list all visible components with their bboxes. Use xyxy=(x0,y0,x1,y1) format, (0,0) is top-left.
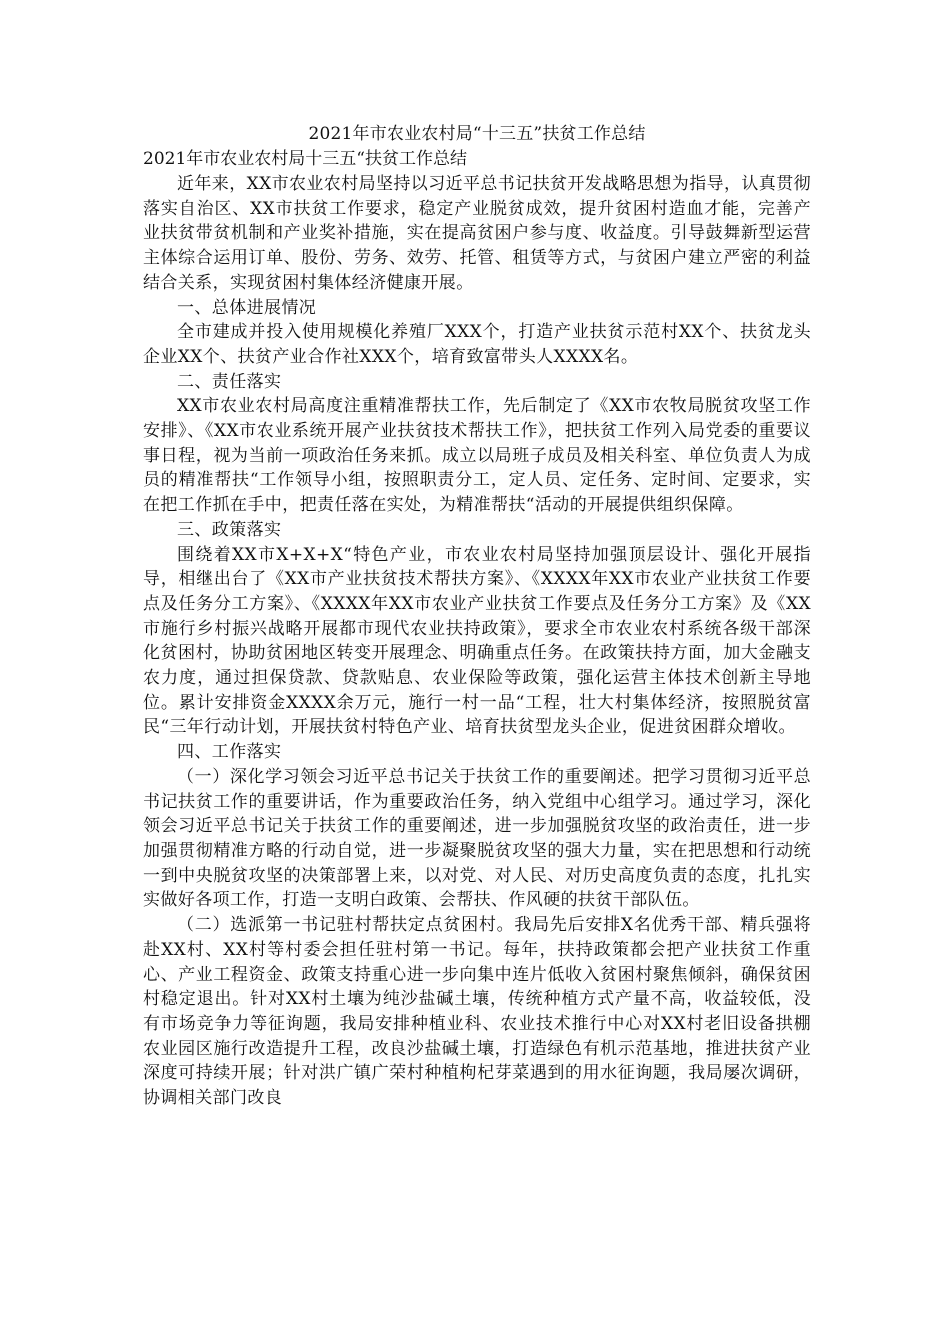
document-subtitle: 2021年市农业农村局十三五“扶贫工作总结 xyxy=(143,149,467,169)
section-3-paragraph: 围绕着XX市X+X+X“特色产业，市农业农村局坚持加强顶层设计、强化开展指导，相继出台了《XX市产业扶贫技术帮扶方案》、《XXXX年XX市农业产业扶贫工作要点及任务分工方案》、《XXXX年XX市农业产业扶贫工作要点及任务分工方案》及《XX市施行乡村振兴战略开展都市现代农业扶持政策》，要求全市农业农村系统各级干部深化贫困村，协助贫困地区转变开展理念、明确重点任务。在政策扶持方面，加大金融支农力度，通过担保贷款、贷款贴息、农业保险等政策，强化运营主体技术创新主导地位。累计安排资金XXXX余万元，施行一村一品“工程，壮大村集体经济，按照脱贫富民“三年行动计划，开展扶贫村特色产业、培育扶贫型龙头企业，促进贫困群众增收。 xyxy=(143,544,811,738)
document-body xyxy=(143,122,811,1111)
section-4-item-1: （一）深化学习领会习近平总书记关于扶贫工作的重要阐述。把学习贯彻习近平总书记扶贫工作的重要讲话，作为重要政治任务，纳入党组中心组学习。通过学习，深化领会习近平总书记关于扶贫工作的重要阐述，进一步加强脱贫攻坚的政治责任，进一步加强贯彻精准方略的行动自觉，进一步凝聚脱贫攻坚的强大力量，实在把思想和行动统一到中央脱贫攻坚的决策部署上来，以对党、对人民、对历史高度负责的态度，扎扎实实做好各项工作，打造一支明白政策、会帮扶、作风硬的扶贫干部队伍。 xyxy=(143,766,811,911)
section-3-heading: 三、政策落实 xyxy=(177,519,282,540)
section-2-heading: 二、责任落实 xyxy=(177,371,282,392)
intro-paragraph: 近年来，XX市农业农村局坚持以习近平总书记扶贫开发战略思想为指导，认真贯彻落实自治区、XX市扶贫工作要求，稳定产业脱贫成效，提升贫困村造血才能，完善产业扶贫带贫机制和产业奖补措施，实在提高贫困户参与度、收益度。引导鼓舞新型运营主体综合运用订单、股份、劳务、效劳、托管、租赁等方式，与贫困户建立严密的利益结合关系，实现贫困村集体经济健康开展。 xyxy=(143,174,812,293)
section-4-item-2: （二）选派第一书记驻村帮扶定点贫困村。我局先后安排X名优秀干部、精兵强将赴XX村、XX村等村委会担任驻村第一书记。每年，扶持政策都会把产业扶贫工作重心、产业工程资金、政策支持重心进一步向集中连片低收入贫困村聚焦倾斜，确保贫困村稳定退出。针对XX村土壤为纯沙盐碱土壤，传统种植方式产量不高，收益较低，没有市场竞争力等征询题，我局安排种植业科、农业技术推行中心对XX村老旧设备拱棚农业园区施行改造提升工程，改良沙盐碱土壤，打造绿色有机示范基地，推进扶贫产业深度可持续开展；针对洪广镇广荣村种植枸杞芽菜遇到的用水征询题，我局屡次调研，协调相关部门改良 xyxy=(143,915,811,1109)
section-1-paragraph: 全市建成并投入使用规模化养殖厂XXX个，打造产业扶贫示范村XX个、扶贫龙头企业XX个、扶贫产业合作社XXX个，培育致富带头人XXXX名。 xyxy=(143,322,811,367)
section-4-heading: 四、工作落实 xyxy=(177,742,282,763)
section-1-heading: 一、总体进展情况 xyxy=(177,297,317,318)
section-2-paragraph: XX市农业农村局高度注重精准帮扶工作，先后制定了《XX市农牧局脱贫攻坚工作安排》、《XX市农业系统开展产业扶贫技术帮扶工作》，把扶贫工作列入局党委的重要议事日程，视为当前一项政治任务来抓。成立以局班子成员及相关科室、单位负责人为成员的精准帮扶“工作领导小组，按照职责分工，定人员、定任务、定时间、定要求，实在把工作抓在手中，把责任落在实处，为精准帮扶“活动的开展提供组织保障。 xyxy=(143,396,811,516)
document-title: 2021年市农业农村局“十三五”扶贫工作总结 xyxy=(308,124,646,144)
